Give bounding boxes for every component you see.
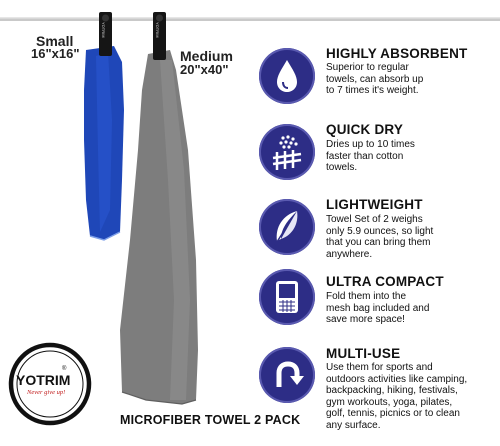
desc-line: Use them for sports and [326,362,433,373]
feature-title-ultra-compact: ULTRA COMPACT [326,274,444,289]
product-title: MICROFIBER TOWEL 2 PACK [120,413,301,427]
feather-icon [259,199,315,255]
feature-desc-ultra-compact [326,291,498,326]
desc-line: to 7 times it's weight. [326,85,419,96]
registered-mark: ® [62,366,67,372]
desc-line: backpacking, hiking, festivals, [326,385,458,396]
medium-towel-name: Medium [180,48,233,64]
desc-line: Superior to regular [326,62,409,73]
small-towel-name: Small [36,33,74,49]
clip-text-medium: YOTRIM [155,22,160,38]
desc-line: mesh bag included and [326,302,430,314]
desc-line: faster than cotton [326,150,404,162]
desc-line: that you can bring them [326,237,431,248]
feature-title-multi-use: MULTI-USE [326,346,401,361]
feature-desc-absorbent [326,62,498,97]
clip-text-small: YOTRIM [101,22,106,38]
feature-desc-multi-use [326,362,498,431]
desc-line: anywhere. [326,248,373,260]
u-turn-arrow-icon [259,347,315,403]
medium-grey-towel [120,50,198,404]
quick-dry-icon [259,124,315,180]
water-drop-icon [259,48,315,104]
desc-line: towels, can absorb up [326,73,424,85]
small-blue-towel [84,46,124,240]
feature-desc-lightweight [326,214,498,260]
brand-tagline: Never give up! [27,389,66,396]
desc-line: Fold them into the [326,291,407,302]
feature-title-quick-dry: QUICK DRY [326,122,404,137]
feature-title-absorbent: HIGHLY ABSORBENT [326,46,468,61]
desc-line: outdoors activities like camping, [326,373,468,385]
desc-line: only 5.9 ounces, so light [326,225,434,237]
medium-towel-size: 20"x40" [180,62,229,77]
desc-line: Towel Set of 2 weighs [326,214,423,225]
desc-line: gym workouts, yoga, pilates, [326,396,453,408]
feature-desc-quick-dry [326,139,498,174]
desc-line: Dries up to 10 times [326,139,415,150]
feature-title-lightweight: LIGHTWEIGHT [326,197,423,212]
desc-line: save more space! [326,314,405,325]
desc-line: towels. [326,162,358,173]
mesh-bag-icon [259,269,315,325]
brand-logo-text: YOTRIM [16,372,71,388]
desc-line: golf, tennis, picnics or to clean [326,408,460,419]
small-towel-size: 16"x16" [31,46,80,61]
desc-line: any surface. [326,419,381,431]
